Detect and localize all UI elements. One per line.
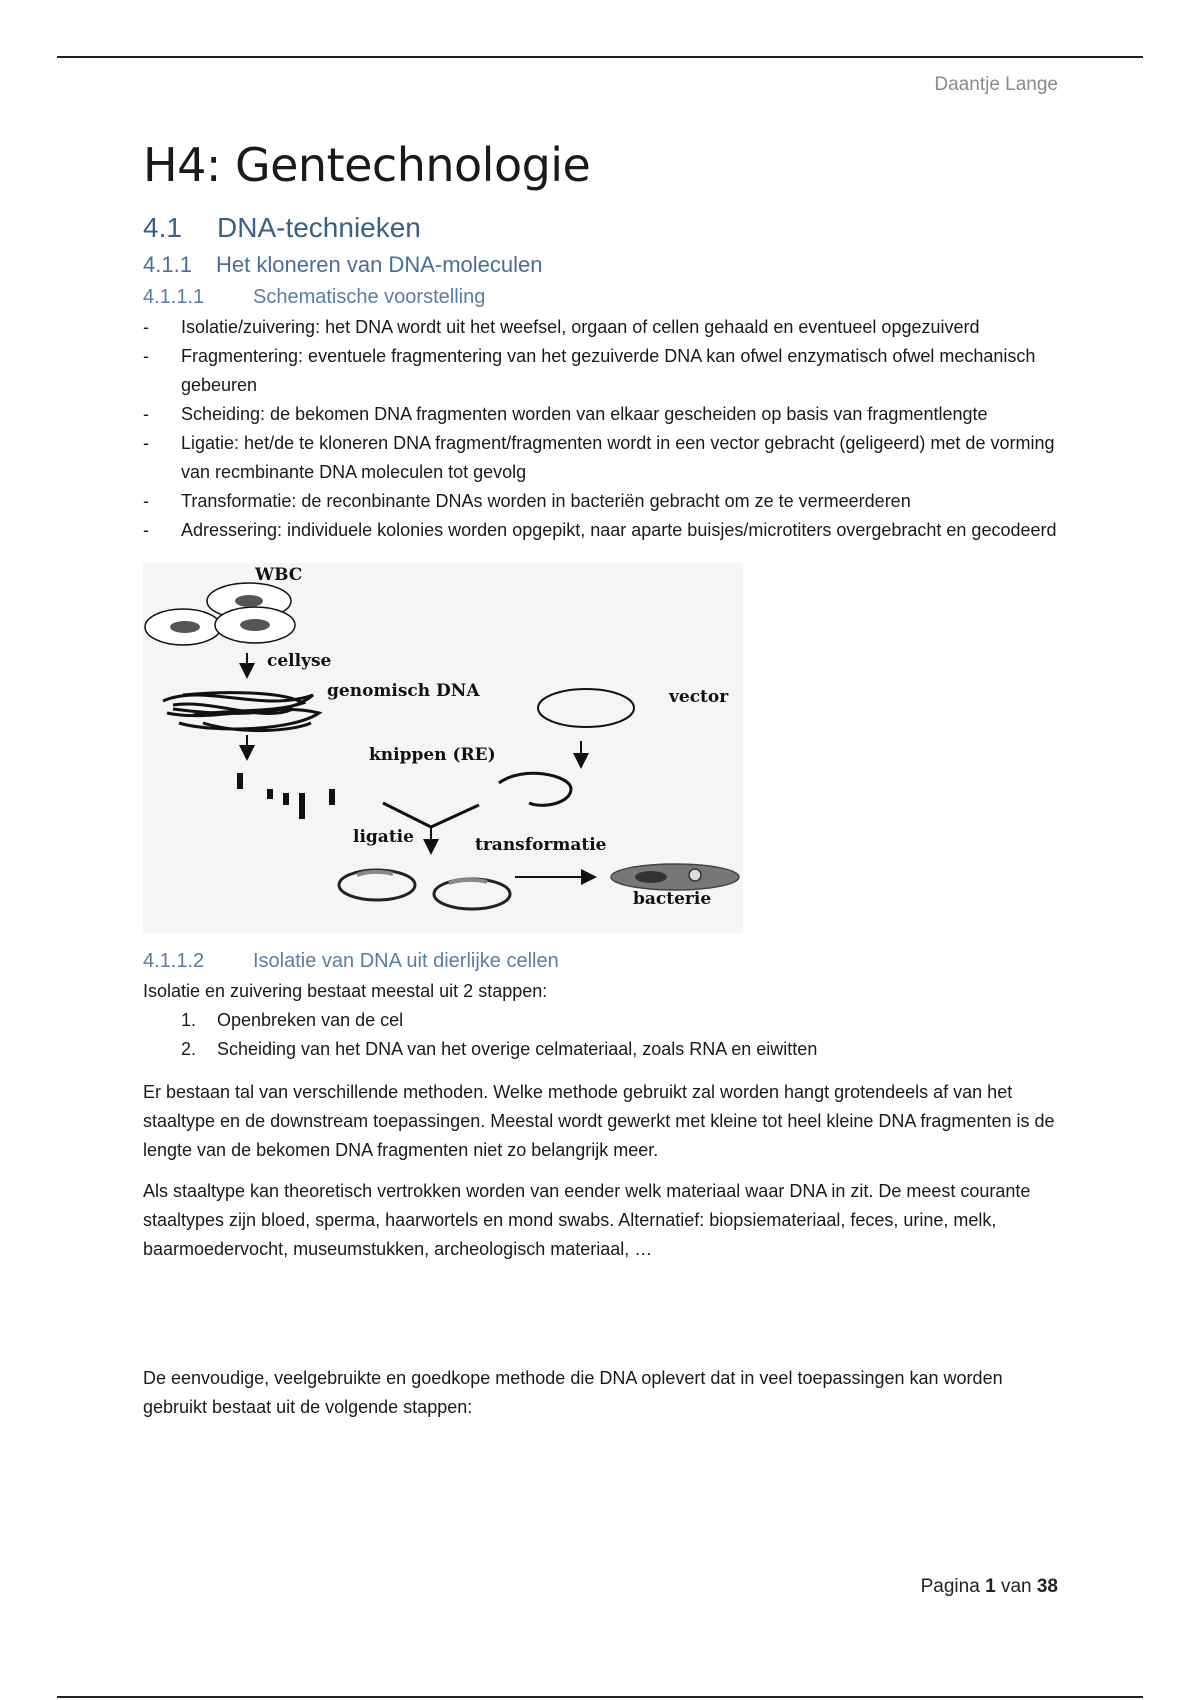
dna-fragment bbox=[283, 793, 289, 805]
subsection-number: 4.1.1 bbox=[143, 252, 192, 278]
label-transformatie: transformatie bbox=[475, 834, 607, 855]
list-item: - Adressering: individuele kolonies worden opgepikt, naar aparte buisjes/microtiters overgebracht en gecodeerd bbox=[143, 516, 1063, 545]
subsection-heading bbox=[143, 252, 1063, 278]
header-author: Daantje Lange bbox=[934, 74, 1058, 95]
list-item: - Scheiding: de bekomen DNA fragmenten worden van elkaar gescheiden op basis van fragmentlengte bbox=[143, 400, 1063, 429]
list-item bbox=[143, 1035, 1063, 1064]
list-item: - Ligatie: het/de te kloneren DNA fragment/fragmenten wordt in een vector gebracht (geligeerd) met de vorming van recmbinante DNA moleculen tot gevolg bbox=[143, 429, 1063, 487]
cloning-schematic-figure bbox=[143, 563, 743, 933]
step-number: 2. bbox=[181, 1038, 197, 1059]
sub2-number: 4.1.1.2 bbox=[143, 949, 205, 972]
bacterial-plasmid bbox=[689, 869, 701, 881]
recombinant-plasmid bbox=[434, 879, 510, 909]
step-text: Openbreken van de cel bbox=[217, 1009, 404, 1030]
step-number: 1. bbox=[181, 1009, 197, 1030]
label-wbc: WBC bbox=[255, 564, 303, 585]
footer-prefix: Pagina bbox=[920, 1576, 980, 1597]
dna-fragment bbox=[329, 789, 335, 805]
ligation-line bbox=[431, 805, 479, 827]
paragraph-sample-types: Als staaltype kan theoretisch vertrokken worden van eender welk materiaal waar DNA in zit. De meest courante staaltypes zijn bloed, sperma, haarwortels en mond swabs. Alternatief: biopsiemateriaal, feces, urine, melk, baarmoedervocht, museumstukken, archeologisch materiaal, … bbox=[143, 1180, 1031, 1259]
genomic-dna-tangle bbox=[163, 692, 319, 730]
footer-rule bbox=[57, 1696, 1143, 1698]
step-text: Scheiding van het DNA van het overige celmateriaal, zoals RNA en eiwitten bbox=[217, 1038, 818, 1059]
footer-middle: van bbox=[1000, 1576, 1032, 1597]
page-footer bbox=[921, 1576, 1058, 1598]
section-title: DNA-technieken bbox=[217, 211, 421, 243]
sub2-heading bbox=[143, 949, 1063, 973]
sub1-number: 4.1.1.1 bbox=[143, 285, 205, 308]
sub2-title: Isolatie van DNA uit dierlijke cellen bbox=[253, 949, 559, 972]
page-content bbox=[143, 140, 1063, 1434]
recombinant-plasmid bbox=[339, 870, 415, 900]
page-title: H4: Gentechnologie bbox=[143, 138, 591, 192]
paragraph-methods: Er bestaan tal van verschillende methoden. Welke methode gebruikt zal worden hangt grotendeels af van het staaltype en de downstream toepassingen. Meestal wordt gewerkt met kleine tot heel kleine DNA fragmenten is de lengte van de bekomen DNA fragmenten niet zo belangrijk meer. bbox=[143, 1081, 1055, 1160]
bacterial-chromosome bbox=[635, 871, 667, 883]
ligation-line bbox=[383, 803, 431, 827]
label-genomisch-dna: genomisch DNA bbox=[327, 680, 480, 701]
label-ligatie: ligatie bbox=[353, 826, 414, 847]
sub2-intro: Isolatie en zuivering bestaat meestal uit 2 stappen: bbox=[143, 980, 548, 1001]
cloning-steps-list bbox=[143, 313, 1063, 545]
label-bacterie: bacterie bbox=[633, 888, 712, 909]
insert-segment bbox=[449, 879, 487, 882]
label-knippen: knippen (RE) bbox=[369, 744, 496, 765]
dna-fragment bbox=[267, 789, 273, 799]
section-heading bbox=[143, 211, 1063, 245]
sub1-heading bbox=[143, 285, 1063, 309]
vector-plasmid bbox=[538, 689, 634, 727]
subsection-title: Het kloneren van DNA-moleculen bbox=[216, 252, 543, 278]
isolation-steps-list bbox=[143, 1006, 1063, 1064]
section-number: 4.1 bbox=[143, 211, 182, 243]
label-vector: vector bbox=[669, 686, 729, 707]
list-item bbox=[143, 1006, 1063, 1035]
label-cellyse: cellyse bbox=[267, 650, 332, 671]
list-item: - Transformatie: de reconbinante DNAs worden in bacteriën gebracht om ze te vermeerderen bbox=[143, 487, 1063, 516]
nucleus-shape bbox=[240, 619, 270, 631]
sub1-title: Schematische voorstelling bbox=[253, 285, 486, 308]
list-item: - Isolatie/zuivering: het DNA wordt uit het weefsel, orgaan of cellen gehaald en eventueel opgezuiverd bbox=[143, 313, 1063, 342]
bacterium-shape bbox=[611, 864, 739, 890]
cut-vector-arc bbox=[499, 773, 571, 805]
header-rule bbox=[57, 56, 1143, 58]
list-item: - Fragmentering: eventuele fragmentering van het gezuiverde DNA kan ofwel enzymatisch ofwel mechanisch gebeuren bbox=[143, 342, 1063, 400]
footer-total: 38 bbox=[1036, 1576, 1058, 1597]
nucleus-shape bbox=[170, 621, 200, 633]
dna-fragment bbox=[299, 793, 305, 819]
nucleus-shape bbox=[235, 595, 263, 607]
footer-page: 1 bbox=[985, 1576, 996, 1597]
insert-segment bbox=[357, 871, 393, 874]
paragraph-simple-method: De eenvoudige, veelgebruikte en goedkope methode die DNA oplevert dat in veel toepassingen kan worden gebruikt bestaat uit de volgende stappen: bbox=[143, 1367, 1003, 1417]
dna-fragment bbox=[237, 773, 243, 789]
